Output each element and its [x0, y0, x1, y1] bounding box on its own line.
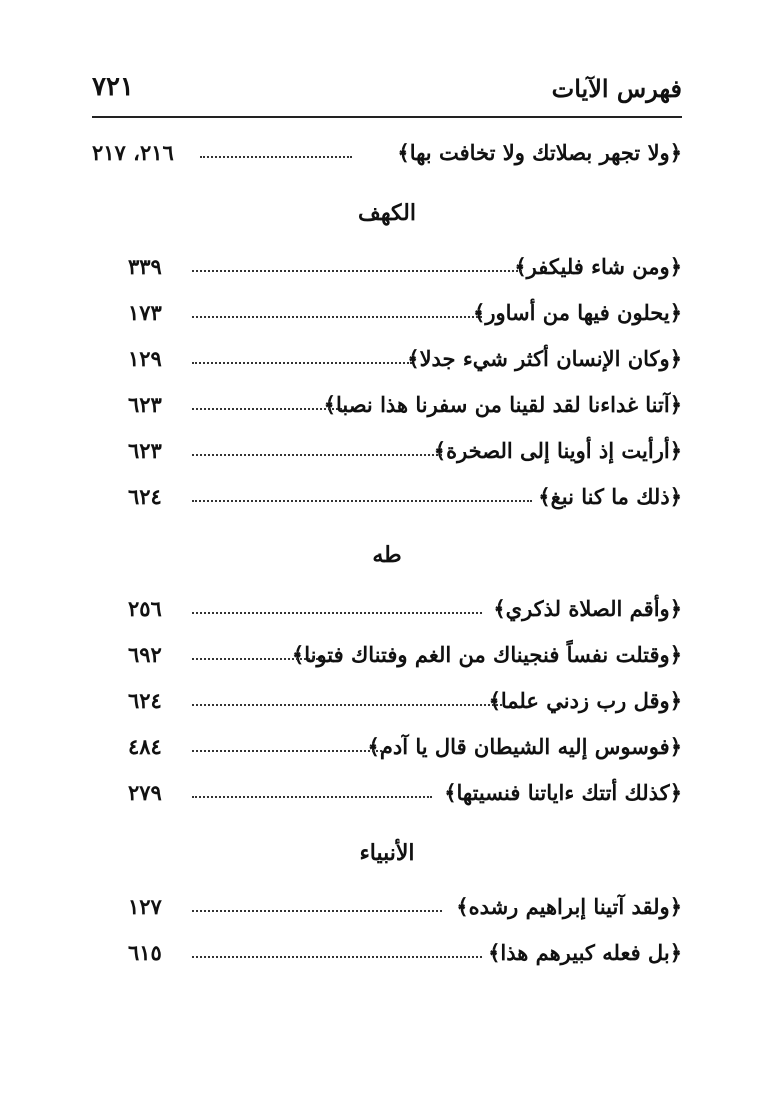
- verse-text: ﴿وقتلت نفساً فنجيناك من الغم وفتناك فتونا﴾: [291, 642, 682, 667]
- dot-leader: [192, 454, 442, 456]
- dot-leader: [192, 362, 412, 364]
- page-reference: ٦٢٣: [128, 438, 162, 463]
- verse-text: ﴿ذلك ما كنا نبغ﴾: [538, 484, 682, 509]
- verse-text: ﴿وقل رب زدني علما﴾: [488, 688, 682, 713]
- verse-words: فوسوس إليه الشيطان قال يا آدم: [379, 734, 670, 759]
- verse-words: آتنا غداءنا لقد لقينا من سفرنا هذا نصبا: [335, 392, 670, 417]
- page-reference: ١٧٣: [128, 300, 162, 325]
- verse-words: ذلك ما كنا نبغ: [550, 484, 670, 509]
- dot-leader: [192, 750, 382, 752]
- dot-leader: [192, 658, 322, 660]
- page-reference: ٦٢٣: [128, 392, 162, 417]
- section-title: الكهف: [358, 200, 416, 226]
- dot-leader: [192, 270, 522, 272]
- verse-words: ولا تجهر بصلاتك ولا تخافت بها: [409, 140, 670, 165]
- verse-text: [397, 140, 682, 165]
- page-number: ٧٢١: [92, 72, 134, 102]
- verse-text: ﴿أرأيت إذ أوينا إلى الصخرة﴾: [433, 438, 682, 463]
- section-title: الأنبياء: [359, 840, 415, 866]
- verse-words: كذلك أتتك ءاياتنا فنسيتها: [456, 780, 670, 805]
- page-reference: ٤٨٤: [128, 734, 162, 759]
- dot-leader: [192, 612, 482, 614]
- header-rule: [92, 116, 682, 118]
- index-entry: [92, 484, 682, 520]
- index-entry: [92, 642, 682, 678]
- verse-words: وكان الإنسان أكثر شيء جدلا: [419, 346, 670, 371]
- page-reference: ٢١٦، ٢١٧: [92, 140, 174, 165]
- verse-text: ﴿يحلون فيها من أساور﴾: [473, 300, 682, 325]
- verse-text: ﴿وأقم الصلاة لذكري﴾: [493, 596, 682, 621]
- dot-leader: [192, 316, 482, 318]
- verse-text: ﴿بل فعله كبيرهم هذا﴾: [488, 940, 682, 965]
- section-title: طه: [372, 542, 402, 568]
- verse-words: ولقد آتينا إبراهيم رشده: [468, 894, 670, 919]
- index-entry: [92, 940, 682, 976]
- page-reference: ١٢٧: [128, 894, 162, 919]
- verse-words: وقتلت نفساً فنجيناك من الغم وفتناك فتونا: [304, 642, 670, 667]
- verse-text: ﴿آتنا غداءنا لقد لقينا من سفرنا هذا نصبا﴾: [323, 392, 682, 417]
- dot-leader: [192, 910, 442, 912]
- close-bracket: ﴾: [397, 140, 410, 165]
- open-bracket: ﴿: [669, 140, 682, 165]
- dot-leader: [192, 956, 482, 958]
- verse-text: ﴿كذلك أتتك ءاياتنا فنسيتها﴾: [444, 780, 682, 805]
- page-header: [92, 72, 682, 108]
- verse-text: ﴿فوسوس إليه الشيطان قال يا آدم﴾: [367, 734, 682, 759]
- index-entry: [92, 734, 682, 770]
- page-reference: ٢٥٦: [128, 596, 162, 621]
- index-entry: [92, 438, 682, 474]
- verse-words: يحلون فيها من أساور: [485, 300, 670, 325]
- index-entry: [92, 140, 682, 176]
- page-reference: ٦١٥: [128, 940, 162, 965]
- page-reference: ٢٧٩: [128, 780, 162, 805]
- index-entry: [92, 300, 682, 336]
- page-reference: ٦٢٤: [128, 688, 162, 713]
- dot-leader: [192, 500, 532, 502]
- running-title: فهرس الآيات: [551, 74, 682, 103]
- verse-text: ﴿ولقد آتينا إبراهيم رشده﴾: [456, 894, 682, 919]
- index-entry: [92, 254, 682, 290]
- dot-leader: [192, 796, 432, 798]
- dot-leader: [200, 156, 352, 158]
- index-entry: [92, 392, 682, 428]
- verse-text: ﴿وكان الإنسان أكثر شيء جدلا﴾: [407, 346, 682, 371]
- dot-leader: [192, 704, 502, 706]
- page-reference: ٦٩٢: [128, 642, 162, 667]
- verse-words: وقل رب زدني علما: [500, 688, 670, 713]
- index-entry: [92, 780, 682, 816]
- index-entry: [92, 596, 682, 632]
- dot-leader: [192, 408, 342, 410]
- verse-words: وأقم الصلاة لذكري: [505, 596, 670, 621]
- index-entry: [92, 346, 682, 382]
- page-reference: ٦٢٤: [128, 484, 162, 509]
- verse-words: أرأيت إذ أوينا إلى الصخرة: [446, 438, 670, 463]
- page-reference: ١٢٩: [128, 346, 162, 371]
- verse-words: ومن شاء فليكفر: [526, 254, 670, 279]
- verse-text: ﴿ومن شاء فليكفر﴾: [514, 254, 682, 279]
- verse-words: بل فعله كبيرهم هذا: [500, 940, 670, 965]
- index-entry: [92, 894, 682, 930]
- index-entry: [92, 688, 682, 724]
- page-reference: ٣٣٩: [128, 254, 162, 279]
